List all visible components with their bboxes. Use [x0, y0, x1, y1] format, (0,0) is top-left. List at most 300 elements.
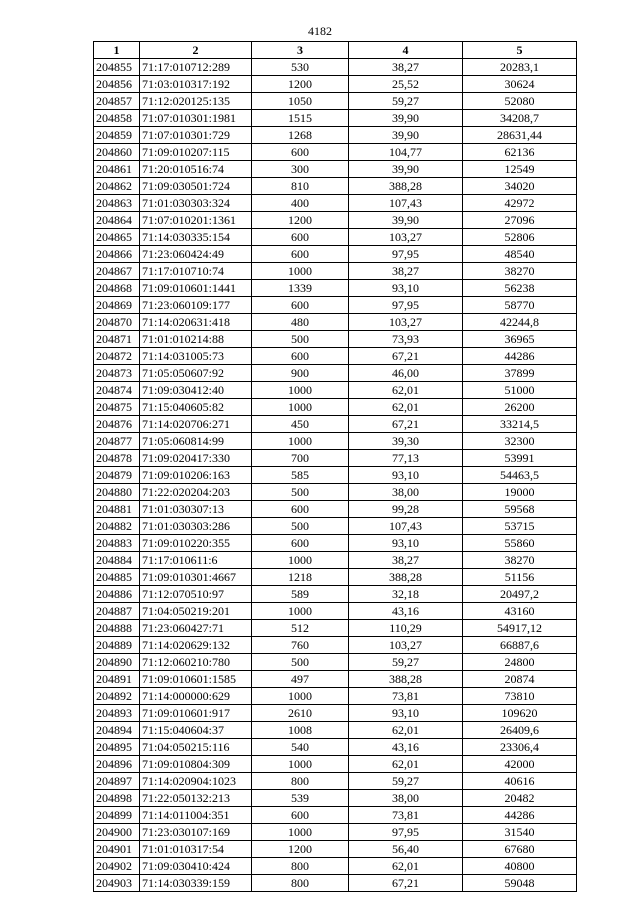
- table-cell: 1000: [252, 382, 349, 399]
- table-cell: 71:23:060109:177: [140, 297, 252, 314]
- table-cell: 204882: [94, 518, 140, 535]
- table-cell: 59,27: [349, 773, 463, 790]
- table-row: [94, 484, 577, 501]
- table-cell: 53991: [463, 450, 577, 467]
- table-cell: 700: [252, 450, 349, 467]
- table-cell: 388,28: [349, 569, 463, 586]
- table-cell: 204901: [94, 841, 140, 858]
- table-row: [94, 535, 577, 552]
- table-cell: 71:09:030501:724: [140, 178, 252, 195]
- table-cell: 26200: [463, 399, 577, 416]
- table-cell: 38270: [463, 263, 577, 280]
- table-cell: 204856: [94, 76, 140, 93]
- table-cell: 71:01:030303:324: [140, 195, 252, 212]
- table-row: [94, 824, 577, 841]
- table-cell: 36965: [463, 331, 577, 348]
- table-cell: 204880: [94, 484, 140, 501]
- table-cell: 97,95: [349, 297, 463, 314]
- table-cell: 600: [252, 501, 349, 518]
- table-cell: 59,27: [349, 654, 463, 671]
- table-cell: 204861: [94, 161, 140, 178]
- table-cell: 107,43: [349, 518, 463, 535]
- table-cell: 58770: [463, 297, 577, 314]
- table-cell: 23306,4: [463, 739, 577, 756]
- table-row: [94, 178, 577, 195]
- table-cell: 77,13: [349, 450, 463, 467]
- table-cell: 20497,2: [463, 586, 577, 603]
- table-body: [94, 59, 577, 892]
- table-row: [94, 110, 577, 127]
- table-cell: 43,16: [349, 603, 463, 620]
- table-cell: 71:01:030307:13: [140, 501, 252, 518]
- table-cell: 600: [252, 144, 349, 161]
- table-row: [94, 416, 577, 433]
- table-cell: 71:23:060427:71: [140, 620, 252, 637]
- table-cell: 59048: [463, 875, 577, 892]
- table-cell: 38,00: [349, 790, 463, 807]
- table-cell: 71:17:010710:74: [140, 263, 252, 280]
- table-row: [94, 705, 577, 722]
- table-cell: 32,18: [349, 586, 463, 603]
- table-cell: 204899: [94, 807, 140, 824]
- table-cell: 480: [252, 314, 349, 331]
- table-cell: 71:14:020706:271: [140, 416, 252, 433]
- table-cell: 71:12:020125:135: [140, 93, 252, 110]
- table-row: [94, 858, 577, 875]
- table-row: [94, 161, 577, 178]
- table-cell: 71:23:060424:49: [140, 246, 252, 263]
- table-cell: 30624: [463, 76, 577, 93]
- table-cell: 24800: [463, 654, 577, 671]
- table-cell: 39,30: [349, 433, 463, 450]
- table-cell: 62136: [463, 144, 577, 161]
- column-header: 4: [349, 42, 463, 59]
- table-row: [94, 807, 577, 824]
- table-cell: 71:05:050607:92: [140, 365, 252, 382]
- table-cell: 38270: [463, 552, 577, 569]
- table-cell: 1050: [252, 93, 349, 110]
- table-cell: 204874: [94, 382, 140, 399]
- table-header-row: [94, 42, 577, 59]
- table-cell: 40800: [463, 858, 577, 875]
- table-cell: 71:09:010601:1441: [140, 280, 252, 297]
- table-cell: 540: [252, 739, 349, 756]
- table-cell: 73810: [463, 688, 577, 705]
- table-cell: 67,21: [349, 348, 463, 365]
- table-cell: 600: [252, 348, 349, 365]
- column-header: 2: [140, 42, 252, 59]
- table-cell: 97,95: [349, 246, 463, 263]
- table-row: [94, 671, 577, 688]
- table-cell: 42972: [463, 195, 577, 212]
- table-cell: 204898: [94, 790, 140, 807]
- table-cell: 67,21: [349, 416, 463, 433]
- table-cell: 20482: [463, 790, 577, 807]
- table-cell: 12549: [463, 161, 577, 178]
- table-cell: 71:01:010317:54: [140, 841, 252, 858]
- table-cell: 71:09:010206:163: [140, 467, 252, 484]
- table-cell: 600: [252, 297, 349, 314]
- table-cell: 300: [252, 161, 349, 178]
- table-cell: 1000: [252, 756, 349, 773]
- table-cell: 67680: [463, 841, 577, 858]
- table-cell: 73,81: [349, 807, 463, 824]
- table-cell: 530: [252, 59, 349, 76]
- table-row: [94, 501, 577, 518]
- table-row: [94, 688, 577, 705]
- table-cell: 71:09:030410:424: [140, 858, 252, 875]
- table-row: [94, 790, 577, 807]
- table-cell: 71:01:010214:88: [140, 331, 252, 348]
- table-cell: 810: [252, 178, 349, 195]
- table-cell: 20874: [463, 671, 577, 688]
- table-cell: 204867: [94, 263, 140, 280]
- table-row: [94, 331, 577, 348]
- table-cell: 71:14:030339:159: [140, 875, 252, 892]
- table-cell: 204875: [94, 399, 140, 416]
- table-cell: 38,00: [349, 484, 463, 501]
- table-cell: 71:04:050219:201: [140, 603, 252, 620]
- table-cell: 107,43: [349, 195, 463, 212]
- table-cell: 204900: [94, 824, 140, 841]
- table-row: [94, 467, 577, 484]
- table-cell: 71:23:030107:169: [140, 824, 252, 841]
- table-cell: 62,01: [349, 756, 463, 773]
- table-cell: 1000: [252, 552, 349, 569]
- table-cell: 109620: [463, 705, 577, 722]
- table-cell: 204881: [94, 501, 140, 518]
- table-cell: 1200: [252, 76, 349, 93]
- table-cell: 71:12:060210:780: [140, 654, 252, 671]
- table-cell: 204879: [94, 467, 140, 484]
- table-cell: 93,10: [349, 467, 463, 484]
- table-row: [94, 841, 577, 858]
- table-cell: 32300: [463, 433, 577, 450]
- table-row: [94, 246, 577, 263]
- table-cell: 31540: [463, 824, 577, 841]
- table-cell: 204891: [94, 671, 140, 688]
- table-cell: 204865: [94, 229, 140, 246]
- table-cell: 589: [252, 586, 349, 603]
- table-cell: 71:03:010317:192: [140, 76, 252, 93]
- table-cell: 71:14:000000:629: [140, 688, 252, 705]
- table-cell: 204857: [94, 93, 140, 110]
- table-cell: 54463,5: [463, 467, 577, 484]
- table-row: [94, 280, 577, 297]
- table-cell: 71:09:020417:330: [140, 450, 252, 467]
- table-cell: 204873: [94, 365, 140, 382]
- table-cell: 900: [252, 365, 349, 382]
- table-row: [94, 552, 577, 569]
- table-cell: 71:14:020904:1023: [140, 773, 252, 790]
- table-cell: 39,90: [349, 127, 463, 144]
- table-cell: 71:09:010207:115: [140, 144, 252, 161]
- table-cell: 62,01: [349, 399, 463, 416]
- table-row: [94, 637, 577, 654]
- table-cell: 38,27: [349, 59, 463, 76]
- table-cell: 71:04:050215:116: [140, 739, 252, 756]
- table-row: [94, 569, 577, 586]
- table-row: [94, 76, 577, 93]
- table-cell: 450: [252, 416, 349, 433]
- table-cell: 62,01: [349, 382, 463, 399]
- table-cell: 104,77: [349, 144, 463, 161]
- table-row: [94, 773, 577, 790]
- table-cell: 204894: [94, 722, 140, 739]
- table-cell: 204877: [94, 433, 140, 450]
- table-cell: 204896: [94, 756, 140, 773]
- table-cell: 39,90: [349, 110, 463, 127]
- table-row: [94, 93, 577, 110]
- table-row: [94, 875, 577, 892]
- table-row: [94, 399, 577, 416]
- table-row: [94, 450, 577, 467]
- table-cell: 67,21: [349, 875, 463, 892]
- table-cell: 37899: [463, 365, 577, 382]
- table-cell: 71:22:020204:203: [140, 484, 252, 501]
- table-cell: 48540: [463, 246, 577, 263]
- table-cell: 51156: [463, 569, 577, 586]
- table-cell: 44286: [463, 807, 577, 824]
- table-cell: 93,10: [349, 535, 463, 552]
- table-row: [94, 722, 577, 739]
- table-cell: 71:09:010804:309: [140, 756, 252, 773]
- table-cell: 42000: [463, 756, 577, 773]
- table-cell: 585: [252, 467, 349, 484]
- table-cell: 27096: [463, 212, 577, 229]
- table-cell: 103,27: [349, 314, 463, 331]
- table-row: [94, 433, 577, 450]
- data-table: [93, 41, 577, 892]
- table-cell: 204888: [94, 620, 140, 637]
- table-cell: 19000: [463, 484, 577, 501]
- table-cell: 103,27: [349, 637, 463, 654]
- table-cell: 500: [252, 654, 349, 671]
- table-cell: 43,16: [349, 739, 463, 756]
- table-cell: 55860: [463, 535, 577, 552]
- table-cell: 1218: [252, 569, 349, 586]
- table-cell: 93,10: [349, 705, 463, 722]
- table-cell: 1200: [252, 841, 349, 858]
- table-cell: 51000: [463, 382, 577, 399]
- table-cell: 56238: [463, 280, 577, 297]
- table-cell: 204887: [94, 603, 140, 620]
- table-cell: 204892: [94, 688, 140, 705]
- table-cell: 38,27: [349, 552, 463, 569]
- table-row: [94, 756, 577, 773]
- table-cell: 204858: [94, 110, 140, 127]
- table-cell: 760: [252, 637, 349, 654]
- table-row: [94, 314, 577, 331]
- table-cell: 2610: [252, 705, 349, 722]
- table-cell: 71:09:010301:4667: [140, 569, 252, 586]
- table-cell: 53715: [463, 518, 577, 535]
- table-cell: 600: [252, 246, 349, 263]
- table-row: [94, 297, 577, 314]
- table-cell: 40616: [463, 773, 577, 790]
- table-cell: 33214,5: [463, 416, 577, 433]
- table-cell: 110,29: [349, 620, 463, 637]
- table-cell: 500: [252, 518, 349, 535]
- table-cell: 73,93: [349, 331, 463, 348]
- table-cell: 204878: [94, 450, 140, 467]
- table-cell: 38,27: [349, 263, 463, 280]
- table-cell: 204886: [94, 586, 140, 603]
- table-cell: 204859: [94, 127, 140, 144]
- table-cell: 62,01: [349, 722, 463, 739]
- column-header: 5: [463, 42, 577, 59]
- table-row: [94, 212, 577, 229]
- table-cell: 204869: [94, 297, 140, 314]
- table-row: [94, 229, 577, 246]
- table-cell: 400: [252, 195, 349, 212]
- table-cell: 204863: [94, 195, 140, 212]
- table-cell: 1268: [252, 127, 349, 144]
- table-cell: 34020: [463, 178, 577, 195]
- table-cell: 204883: [94, 535, 140, 552]
- table-cell: 204871: [94, 331, 140, 348]
- table-cell: 204855: [94, 59, 140, 76]
- table-cell: 44286: [463, 348, 577, 365]
- table-cell: 71:22:050132:213: [140, 790, 252, 807]
- table-cell: 539: [252, 790, 349, 807]
- table-cell: 204885: [94, 569, 140, 586]
- table-cell: 204902: [94, 858, 140, 875]
- table-cell: 71:14:011004:351: [140, 807, 252, 824]
- table-cell: 600: [252, 807, 349, 824]
- table-cell: 59,27: [349, 93, 463, 110]
- table-cell: 71:09:010220:355: [140, 535, 252, 552]
- table-cell: 93,10: [349, 280, 463, 297]
- table-cell: 52806: [463, 229, 577, 246]
- table-cell: 388,28: [349, 178, 463, 195]
- table-cell: 71:17:010611:6: [140, 552, 252, 569]
- table-cell: 204903: [94, 875, 140, 892]
- table-cell: 500: [252, 331, 349, 348]
- table-cell: 204866: [94, 246, 140, 263]
- table-row: [94, 263, 577, 280]
- table-cell: 204862: [94, 178, 140, 195]
- table-row: [94, 195, 577, 212]
- table-cell: 54917,12: [463, 620, 577, 637]
- table-cell: 1000: [252, 263, 349, 280]
- table-cell: 73,81: [349, 688, 463, 705]
- column-header: 1: [94, 42, 140, 59]
- table-cell: 204890: [94, 654, 140, 671]
- table-row: [94, 518, 577, 535]
- table-cell: 103,27: [349, 229, 463, 246]
- table-cell: 71:14:031005:73: [140, 348, 252, 365]
- table-cell: 42244,8: [463, 314, 577, 331]
- table-row: [94, 739, 577, 756]
- table-cell: 97,95: [349, 824, 463, 841]
- table-cell: 204889: [94, 637, 140, 654]
- table-cell: 204870: [94, 314, 140, 331]
- table-cell: 204872: [94, 348, 140, 365]
- table-row: [94, 348, 577, 365]
- table-row: [94, 586, 577, 603]
- table-cell: 204895: [94, 739, 140, 756]
- table-cell: 388,28: [349, 671, 463, 688]
- table-cell: 800: [252, 875, 349, 892]
- table-cell: 43160: [463, 603, 577, 620]
- table-cell: 71:09:030412:40: [140, 382, 252, 399]
- table-cell: 500: [252, 484, 349, 501]
- table-cell: 1000: [252, 824, 349, 841]
- table-cell: 1000: [252, 433, 349, 450]
- table-cell: 56,40: [349, 841, 463, 858]
- table-cell: 71:05:060814:99: [140, 433, 252, 450]
- table-cell: 1000: [252, 603, 349, 620]
- table-cell: 71:14:020629:132: [140, 637, 252, 654]
- table-cell: 34208,7: [463, 110, 577, 127]
- table-cell: 71:20:010516:74: [140, 161, 252, 178]
- table-cell: 71:15:040605:82: [140, 399, 252, 416]
- table-cell: 600: [252, 229, 349, 246]
- table-row: [94, 127, 577, 144]
- table-cell: 1000: [252, 688, 349, 705]
- table-cell: 26409,6: [463, 722, 577, 739]
- table-cell: 204860: [94, 144, 140, 161]
- table-cell: 512: [252, 620, 349, 637]
- table-cell: 66887,6: [463, 637, 577, 654]
- table-cell: 204893: [94, 705, 140, 722]
- column-header: 3: [252, 42, 349, 59]
- table-cell: 62,01: [349, 858, 463, 875]
- table-row: [94, 382, 577, 399]
- table-cell: 46,00: [349, 365, 463, 382]
- table-cell: 1200: [252, 212, 349, 229]
- table-cell: 71:17:010712:289: [140, 59, 252, 76]
- table-cell: 71:12:070510:97: [140, 586, 252, 603]
- table-cell: 71:01:030303:286: [140, 518, 252, 535]
- table-cell: 204884: [94, 552, 140, 569]
- table-cell: 99,28: [349, 501, 463, 518]
- table-row: [94, 59, 577, 76]
- table-cell: 71:07:010301:1981: [140, 110, 252, 127]
- table-row: [94, 620, 577, 637]
- table-cell: 204876: [94, 416, 140, 433]
- table-cell: 71:09:010601:917: [140, 705, 252, 722]
- table-cell: 39,90: [349, 212, 463, 229]
- table-cell: 71:14:030335:154: [140, 229, 252, 246]
- table-cell: 800: [252, 773, 349, 790]
- table-cell: 59568: [463, 501, 577, 518]
- table-cell: 204864: [94, 212, 140, 229]
- table-row: [94, 654, 577, 671]
- table-cell: 600: [252, 535, 349, 552]
- table-cell: 800: [252, 858, 349, 875]
- table-cell: 1515: [252, 110, 349, 127]
- table-cell: 1339: [252, 280, 349, 297]
- table-cell: 39,90: [349, 161, 463, 178]
- table-cell: 204897: [94, 773, 140, 790]
- table-row: [94, 365, 577, 382]
- table-cell: 20283,1: [463, 59, 577, 76]
- table-cell: 497: [252, 671, 349, 688]
- page-number: 4182: [308, 24, 332, 38]
- table-cell: 71:15:040604:37: [140, 722, 252, 739]
- table-cell: 71:14:020631:418: [140, 314, 252, 331]
- table-cell: 25,52: [349, 76, 463, 93]
- table-cell: 28631,44: [463, 127, 577, 144]
- table-cell: 1000: [252, 399, 349, 416]
- table-cell: 204868: [94, 280, 140, 297]
- table-cell: 52080: [463, 93, 577, 110]
- table-row: [94, 144, 577, 161]
- table-cell: 71:07:010201:1361: [140, 212, 252, 229]
- table-cell: 71:07:010301:729: [140, 127, 252, 144]
